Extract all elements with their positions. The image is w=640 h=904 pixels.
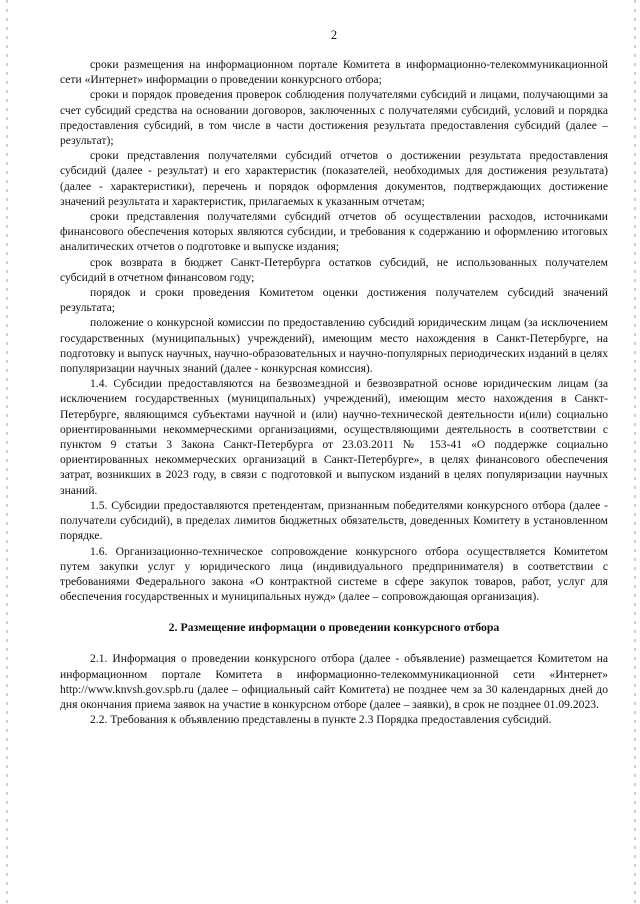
body-text-after bbox=[60, 651, 608, 727]
paragraph: сроки представления получателями субсидий отчетов о достижении результата предоставления субсидий (далее - результат) и его характеристик (показателей, необходимых для достижения результата) (далее - характеристики), перечень и порядок оформления документов, подтверждающих достижение значений результата и характеристик, прилагаемых к указанным отчетам; bbox=[60, 149, 608, 208]
paragraph-1-6: 1.6. Организационно-техническое сопровождение конкурсного отбора осуществляется Комитетом путем закупки услуг у юридического лица (индивидуального предпринимателя) в соответствии с требованиями Федерального закона «О контрактной системе в сфере закупок товаров, работ, услуг для обеспечения государственных и муниципальных нужд» (далее – сопровождающая организация). bbox=[60, 544, 608, 604]
paragraph: сроки представления получателями субсидий отчетов об осуществлении расходов, источниками финансового обеспечения которых являются субсидии, и требования к содержанию и оформлению итоговых аналитических отчетов о подготовке и выпуске издания; bbox=[60, 210, 608, 254]
paragraph: сроки размещения на информационном портале Комитета в информационно-телекоммуникационной сети «Интернет» информации о проведении конкурсного отбора; bbox=[60, 58, 608, 87]
paragraph-2-2: 2.2. Требования к объявлению представлены в пункте 2.3 Порядка предоставления субсидий. bbox=[90, 713, 552, 727]
section-heading: 2. Размещение информации о проведении конкурсного отбора bbox=[168, 620, 500, 635]
paragraph-2-1: 2.1. Информация о проведении конкурсного отбора (далее - объявление) размещается Комитетом на информационном портале Комитета в информационно-телекоммуникационной сети «Интернет» http://www.knvsh.gov.spb.ru (далее – официальный сайт Комитета) не позднее чем за 30 календарных дней до дня окончания приема заявок на участие в конкурсном отборе (далее – заявки), в срок не позднее 01.09.2023. bbox=[60, 652, 608, 711]
paragraph: порядок и сроки проведения Комитетом оценки достижения получателем субсидий значений результата; bbox=[60, 286, 608, 315]
paragraph: срок возврата в бюджет Санкт-Петербурга остатков субсидий, не использованных получателем субсидий в отчетном финансовом году; bbox=[60, 255, 608, 284]
paragraph-1-5: 1.5. Субсидии предоставляются претендентам, признанным победителями конкурсного отбора (далее - получатели субсидий), в пределах лимитов бюджетных обязательств, доведенных Комитету в установленном порядке. bbox=[60, 498, 608, 543]
paragraph: положение о конкурсной комиссии по предоставлению субсидий юридическим лицам (за исключением государственных (муниципальных) учреждений), имеющим место нахождения в Санкт-Петербурге, на подготовку и выпуск научных, научно-образовательных и научно-популярных периодических изданий в целях популяризации научных знаний (далее - конкурсная комиссия). bbox=[60, 316, 608, 376]
scan-edge-right bbox=[634, 0, 636, 904]
paragraph: сроки и порядок проведения проверок соблюдения получателями субсидий и лицами, получающими за счет субсидий средства на основании договоров, заключенных с получателями субсидий, условий и порядка предоставления субсидий, в том числе в части достижения результата предоставления субсидий (далее – результат); bbox=[60, 88, 608, 148]
body-text-before bbox=[60, 57, 608, 604]
paragraph-1-4: 1.4. Субсидии предоставляются на безвозмездной и безвозвратной основе юридическим лицам (за исключением государственных (муниципальных) учреждений), имеющим место нахождения в Санкт-Петербурге, являющимся субъектами научной и (или) научно-технической деятельности и(или) социально ориентированными некоммерческими организациями, осуществляющими деятельность в соответствии с пунктом 9 статьи 3 Закона Санкт-Петербурга от 23.03.2011 № 153-41 «О поддержке социально ориентированных некоммерческих организаций в Санкт-Петербурге», в целях финансового обеспечения затрат, возникших в 2023 году, в связи с подготовкой и выпуском изданий в целях популяризации научных знаний. bbox=[60, 377, 608, 497]
scan-edge-left bbox=[6, 0, 8, 904]
page-number: 2 bbox=[330, 28, 338, 42]
